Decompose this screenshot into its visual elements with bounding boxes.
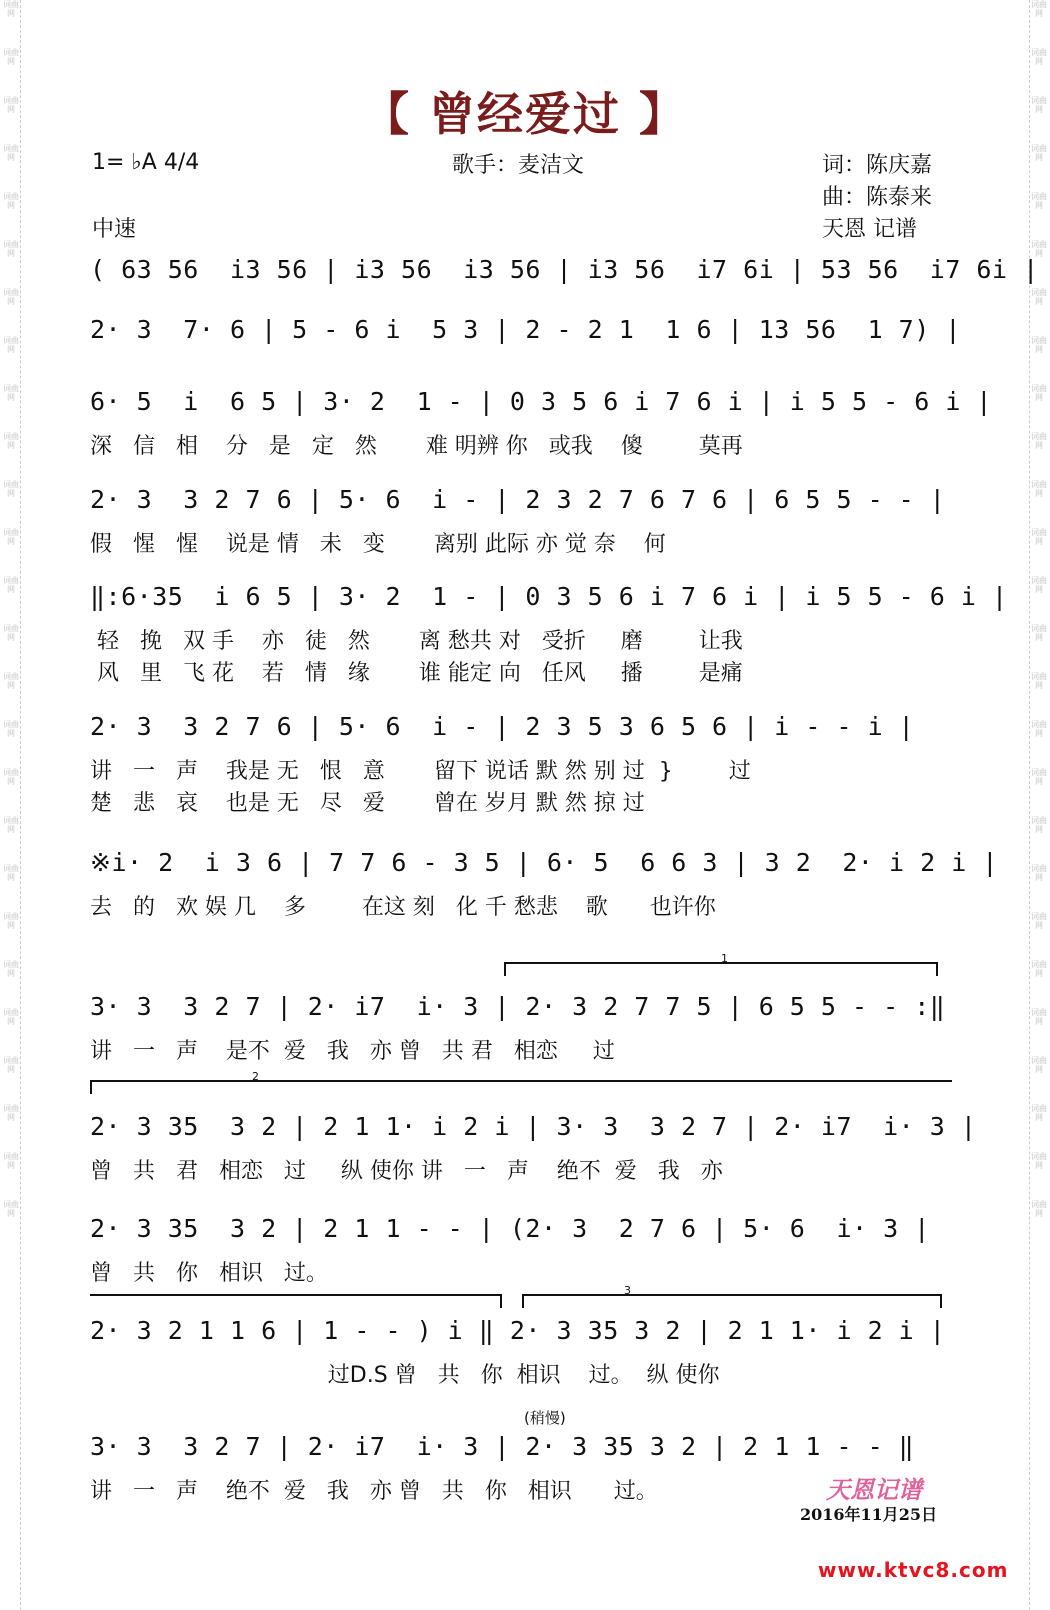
notation-line: ※i· 2 i 3 6 | 7 7 6 - 3 5 | 6· 5 6 6 3 | 3 2 2· i 2 i | [90,848,998,877]
left-watermark-strip: 词曲网 词曲网 词曲网 词曲网 词曲网 词曲网 词曲网 词曲网 词曲网 词曲网 词曲网 词曲网 词曲网 词曲网 词曲网 词曲网 词曲网 词曲网 词曲网 词曲网 词曲网 词曲网 词曲网 词曲网 词曲网 词曲网 [2,0,21,1610]
volta-bracket-1: 1 [504,962,938,976]
score-system-3 [90,387,992,459]
site-url: www.ktvc8.com [818,1558,1009,1582]
score-system-1 [90,255,1039,284]
lyric-line: 曾 共 君 相恋 过 纵 使你 讲 一 声 绝不 爱 我 亦 [90,1159,723,1184]
right-watermark-strip: 词曲网 词曲网 词曲网 词曲网 词曲网 词曲网 词曲网 词曲网 词曲网 词曲网 词曲网 词曲网 词曲网 词曲网 词曲网 词曲网 词曲网 词曲网 词曲网 词曲网 词曲网 词曲网 词曲网 词曲网 词曲网 词曲网 [1029,0,1048,1610]
lyric-line: 去 的 欢 娱 几 多 在这 刻 化 千 愁悲 歌 也许你 [90,895,716,920]
transcriber-credit: 天恩 记谱 [822,217,917,242]
lyric-line: 楚 悲 哀 也是 无 尽 爱 曾在 岁月 默 然 掠 过 [90,791,645,816]
lyric-line: 曾 共 你 相识 过。 [90,1261,328,1286]
composer-credit: 曲：陈泰来 [822,185,933,210]
transcriber-stamp: 天恩记谱 [826,1476,922,1504]
notation-line: 2· 3 3 2 7 6 | 5· 6 i - | 2 3 5 3 6 5 6 | i - - i | [90,712,915,741]
notation-line: 6· 5 i 6 5 | 3· 2 1 - | 0 3 5 6 i 7 6 i | i 5 5 - 6 i | [90,387,992,416]
lyric-line: 讲 一 声 绝不 爱 我 亦 曾 共 你 相识 过。 [90,1479,658,1504]
lyric-line: 深 信 相 分 是 定 然 难 明辨 你 或我 傻 莫再 [90,434,743,459]
notation-line: 3· 3 3 2 7 | 2· i7 i· 3 | 2· 3 35 3 2 | 2 1 1 - - ‖ [90,1432,915,1461]
transcription-date: 2016年11月25日 [800,1505,938,1524]
lyric-line: 讲 一 声 是不 爱 我 亦 曾 共 君 相恋 过 [90,1039,615,1064]
notation-line: 2· 3 35 3 2 | 2 1 1· i 2 i | 3· 3 3 2 7 | 2· i7 i· 3 | [90,1112,977,1141]
score-system-2 [90,315,961,344]
volta-bracket-2: 2 [90,1080,952,1094]
notation-line: 2· 3 3 2 7 6 | 5· 6 i - | 2 3 2 7 6 7 6 | 6 5 5 - - | [90,485,946,514]
volta-bracket-3: 3 [522,1294,942,1308]
notation-line: 3· 3 3 2 7 | 2· i7 i· 3 | 2· 3 2 7 7 5 | 6 5 5 - - :‖ [90,992,946,1021]
notation-line: ‖:6·35 i 6 5 | 3· 2 1 - | 0 3 5 6 i 7 6 i | i 5 5 - 6 i | [90,582,1008,611]
score-system-7 [90,848,998,920]
slower-marking: (稍慢) [524,1409,566,1427]
lyric-line: 轻 挽 双 手 亦 徒 然 离 愁共 对 受折 磨 让我 [90,629,743,654]
lyric-line: 假 惺 惺 说是 情 未 变 离别 此际 亦 觉 奈 何 [90,532,666,557]
notation-line: 2· 3 35 3 2 | 2 1 1 - - | (2· 3 2 7 6 | 5· 6 i· 3 | [90,1214,930,1243]
notation-line: 2· 3 7· 6 | 5 - 6 i 5 3 | 2 - 2 1 1 6 | 13 56 1 7) | [90,315,961,344]
notation-line: 2· 3 2 1 1 6 | 1 - - ) i ‖ 2· 3 35 3 2 | 2 1 1· i 2 i | [90,1316,946,1345]
score-system-10 [90,1214,950,1286]
notation-line: ( 63 56 i3 56 | i3 56 i3 56 | i3 56 i7 6i | 53 56 i7 6i | [90,255,1039,284]
score-system-4 [90,485,950,557]
score-system-5 [90,582,1008,686]
score-system-11 [90,1316,950,1388]
song-title: 【 曾经爱过 】 [362,87,688,141]
tempo-marking: 中速 [92,217,137,242]
lyricist-credit: 词：陈庆嘉 [822,153,933,178]
lyric-line: 讲 一 声 我是 无 恨 意 留下 说话 默 然 别 过 } 过 [90,759,751,784]
singer-credit: 歌手：麦洁文 [452,153,585,178]
score-system-8 [90,992,950,1064]
lyric-line: 风 里 飞 花 若 情 缘 谁 能定 向 任风 播 是痛 [90,661,743,686]
key-signature: 1= ♭A 4/4 [92,150,200,175]
score-system-9 [90,1112,977,1184]
score-system-6 [90,712,950,816]
volta-bracket-left [90,1294,502,1308]
lyric-line: 过D.S 曾 共 你 相识 过。 纵 使你 [90,1363,720,1388]
